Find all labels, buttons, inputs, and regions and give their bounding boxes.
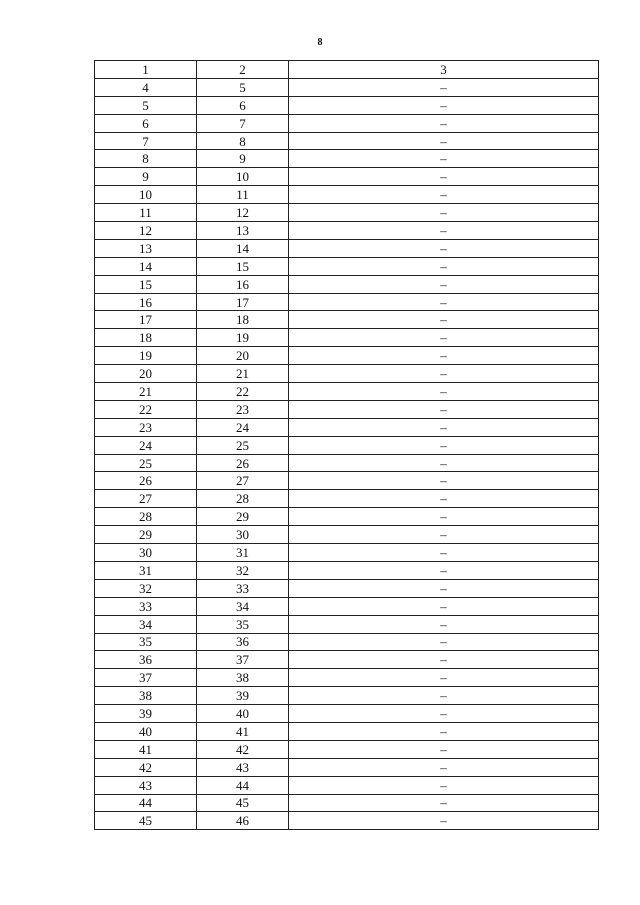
table-row	[95, 132, 599, 150]
table-cell-col1: 18	[95, 329, 197, 347]
table-row	[95, 329, 599, 347]
table-cell-col2: 24	[197, 418, 289, 436]
table-row	[95, 418, 599, 436]
table-cell-col1: 29	[95, 526, 197, 544]
table-cell-col1: 36	[95, 651, 197, 669]
table-cell-col2: 32	[197, 561, 289, 579]
table-cell-col1: 41	[95, 740, 197, 758]
table-row	[95, 150, 599, 168]
table-cell-col3: –	[289, 204, 599, 222]
table-row	[95, 758, 599, 776]
table-cell-col1: 35	[95, 633, 197, 651]
table-cell-col2: 15	[197, 257, 289, 275]
table-row	[95, 454, 599, 472]
table-cell-col2: 30	[197, 526, 289, 544]
table-cell-col2: 42	[197, 740, 289, 758]
table-row	[95, 222, 599, 240]
table-cell-col2: 33	[197, 579, 289, 597]
table-cell-col3: –	[289, 257, 599, 275]
table-cell-col1: 42	[95, 758, 197, 776]
table-cell-col1: 17	[95, 311, 197, 329]
table-cell-col1: 9	[95, 168, 197, 186]
table-cell-col2: 25	[197, 436, 289, 454]
table-cell-col2: 19	[197, 329, 289, 347]
table-row	[95, 597, 599, 615]
table-row	[95, 347, 599, 365]
table-cell-col3: –	[289, 722, 599, 740]
table-row	[95, 526, 599, 544]
table-cell-col2: 38	[197, 669, 289, 687]
table-cell-col1: 25	[95, 454, 197, 472]
table-cell-col2: 37	[197, 651, 289, 669]
table-cell-col1: 6	[95, 114, 197, 132]
table-cell-col2: 23	[197, 400, 289, 418]
table-cell-col3: –	[289, 758, 599, 776]
table-cell-col3: –	[289, 293, 599, 311]
table-row	[95, 311, 599, 329]
table-cell-col1: 26	[95, 472, 197, 490]
table-row	[95, 776, 599, 794]
table-cell-col2: 20	[197, 347, 289, 365]
table-cell-col1: 7	[95, 132, 197, 150]
table-cell-col1: 21	[95, 383, 197, 401]
table-cell-col3: –	[289, 812, 599, 830]
table-cell-col1: 4	[95, 78, 197, 96]
table-cell-col2: 27	[197, 472, 289, 490]
table-row	[95, 490, 599, 508]
page-number: 8	[317, 37, 323, 48]
table-cell-col2: 21	[197, 365, 289, 383]
column-header-1: 1	[95, 61, 197, 79]
table-cell-col2: 28	[197, 490, 289, 508]
table-cell-col1: 37	[95, 669, 197, 687]
column-header-3: 3	[289, 61, 599, 79]
table-cell-col3: –	[289, 418, 599, 436]
table-cell-col3: –	[289, 150, 599, 168]
table-cell-col3: –	[289, 508, 599, 526]
table-row	[95, 96, 599, 114]
table-cell-col1: 22	[95, 400, 197, 418]
table-row	[95, 186, 599, 204]
table-row	[95, 561, 599, 579]
table-row	[95, 436, 599, 454]
table-cell-col2: 46	[197, 812, 289, 830]
table-row	[95, 633, 599, 651]
table-cell-col1: 15	[95, 275, 197, 293]
table-cell-col2: 6	[197, 96, 289, 114]
table-cell-col1: 19	[95, 347, 197, 365]
table-cell-col3: –	[289, 687, 599, 705]
table-cell-col3: –	[289, 239, 599, 257]
table-row	[95, 293, 599, 311]
table-cell-col3: –	[289, 561, 599, 579]
table-cell-col2: 39	[197, 687, 289, 705]
table-cell-col1: 31	[95, 561, 197, 579]
table-row	[95, 544, 599, 562]
table-cell-col1: 13	[95, 239, 197, 257]
table-row	[95, 669, 599, 687]
table-cell-col3: –	[289, 400, 599, 418]
table-row	[95, 257, 599, 275]
table-cell-col3: –	[289, 222, 599, 240]
table-row	[95, 383, 599, 401]
table-cell-col2: 44	[197, 776, 289, 794]
table-cell-col1: 14	[95, 257, 197, 275]
table-cell-col3: –	[289, 615, 599, 633]
table-cell-col1: 32	[95, 579, 197, 597]
table-cell-col1: 5	[95, 96, 197, 114]
table-cell-col1: 16	[95, 293, 197, 311]
table-cell-col2: 11	[197, 186, 289, 204]
table-cell-col2: 12	[197, 204, 289, 222]
table-cell-col3: –	[289, 96, 599, 114]
table-cell-col2: 36	[197, 633, 289, 651]
table-row	[95, 812, 599, 830]
table-cell-col3: –	[289, 311, 599, 329]
table-cell-col3: –	[289, 633, 599, 651]
table-cell-col1: 8	[95, 150, 197, 168]
table-row	[95, 204, 599, 222]
table-cell-col2: 22	[197, 383, 289, 401]
table-cell-col3: –	[289, 705, 599, 723]
table-cell-col2: 26	[197, 454, 289, 472]
table-cell-col3: –	[289, 383, 599, 401]
table-cell-col2: 31	[197, 544, 289, 562]
table-cell-col2: 16	[197, 275, 289, 293]
table-row	[95, 275, 599, 293]
table-row	[95, 705, 599, 723]
table-cell-col2: 14	[197, 239, 289, 257]
table-cell-col2: 34	[197, 597, 289, 615]
table-cell-col2: 10	[197, 168, 289, 186]
table-cell-col3: –	[289, 454, 599, 472]
table-cell-col1: 40	[95, 722, 197, 740]
table-cell-col1: 44	[95, 794, 197, 812]
table-cell-col1: 27	[95, 490, 197, 508]
table-cell-col3: –	[289, 544, 599, 562]
table-cell-col3: –	[289, 651, 599, 669]
table-cell-col2: 9	[197, 150, 289, 168]
table-row	[95, 722, 599, 740]
table-row	[95, 239, 599, 257]
table-cell-col1: 34	[95, 615, 197, 633]
table-cell-col3: –	[289, 186, 599, 204]
table-cell-col2: 18	[197, 311, 289, 329]
table-cell-col1: 28	[95, 508, 197, 526]
table-row	[95, 114, 599, 132]
table-row	[95, 508, 599, 526]
table-cell-col2: 7	[197, 114, 289, 132]
table-row	[95, 78, 599, 96]
table-cell-col3: –	[289, 669, 599, 687]
table-cell-col1: 12	[95, 222, 197, 240]
table-cell-col2: 45	[197, 794, 289, 812]
table-row	[95, 168, 599, 186]
table-cell-col2: 41	[197, 722, 289, 740]
table-cell-col2: 40	[197, 705, 289, 723]
table-cell-col3: –	[289, 776, 599, 794]
table-cell-col2: 8	[197, 132, 289, 150]
table-row	[95, 740, 599, 758]
table-cell-col1: 39	[95, 705, 197, 723]
table-row	[95, 687, 599, 705]
table-cell-col1: 24	[95, 436, 197, 454]
table-cell-col2: 43	[197, 758, 289, 776]
table-cell-col3: –	[289, 365, 599, 383]
table-row	[95, 579, 599, 597]
table-cell-col3: –	[289, 472, 599, 490]
table-cell-col3: –	[289, 329, 599, 347]
table-cell-col2: 5	[197, 78, 289, 96]
table-cell-col1: 11	[95, 204, 197, 222]
table-cell-col3: –	[289, 794, 599, 812]
table-row	[95, 794, 599, 812]
table-cell-col1: 30	[95, 544, 197, 562]
table-cell-col2: 13	[197, 222, 289, 240]
table-cell-col1: 23	[95, 418, 197, 436]
table-row	[95, 651, 599, 669]
table-row	[95, 400, 599, 418]
table-row	[95, 365, 599, 383]
table-cell-col1: 33	[95, 597, 197, 615]
table-cell-col3: –	[289, 436, 599, 454]
table-cell-col2: 29	[197, 508, 289, 526]
table-cell-col3: –	[289, 114, 599, 132]
table-cell-col1: 20	[95, 365, 197, 383]
table-row	[95, 472, 599, 490]
table-cell-col1: 38	[95, 687, 197, 705]
table-cell-col3: –	[289, 168, 599, 186]
table-cell-col1: 43	[95, 776, 197, 794]
document-table	[94, 60, 599, 830]
table-cell-col3: –	[289, 132, 599, 150]
table-cell-col2: 35	[197, 615, 289, 633]
table-cell-col3: –	[289, 597, 599, 615]
table-cell-col1: 10	[95, 186, 197, 204]
table-cell-col2: 17	[197, 293, 289, 311]
table-cell-col3: –	[289, 490, 599, 508]
column-header-2: 2	[197, 61, 289, 79]
table-cell-col3: –	[289, 740, 599, 758]
table-cell-col3: –	[289, 78, 599, 96]
table-cell-col3: –	[289, 526, 599, 544]
table-cell-col3: –	[289, 275, 599, 293]
table-row	[95, 615, 599, 633]
table-header-row	[95, 61, 599, 79]
table-cell-col1: 45	[95, 812, 197, 830]
table-body	[95, 78, 599, 829]
table-cell-col3: –	[289, 579, 599, 597]
table-cell-col3: –	[289, 347, 599, 365]
